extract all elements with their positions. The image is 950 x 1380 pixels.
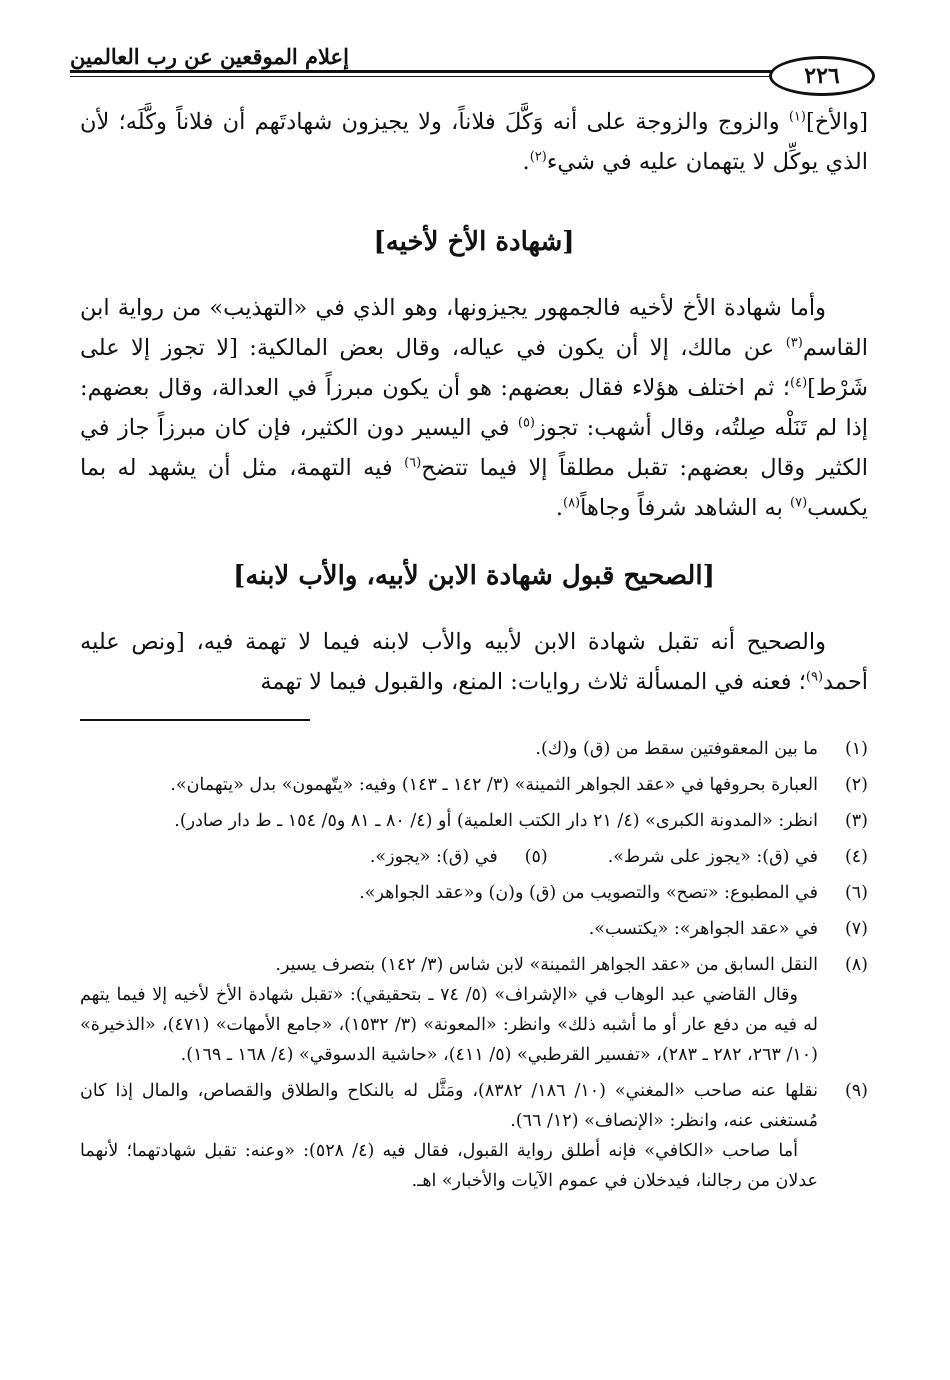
footnote-marker-9[interactable]: (٩)	[805, 669, 824, 685]
footnote-5	[370, 842, 548, 872]
paragraph-brothers-spouses	[80, 102, 868, 182]
header-rule-thin	[70, 76, 855, 77]
text-run: وأما شهادة الأخ لأخيه فالجمهور يجيزونها، وهو الذي في «التهذيب» من رواية ابن القاسم	[80, 295, 868, 361]
footnote-number: (٢)	[844, 775, 868, 795]
header-rule-thick	[70, 70, 855, 73]
text-run: في اليسير دون الكثير، فإن كان مبرزاً جاز في الكثير وقال بعضهم: تقبل مطلقاً إلا فيما تتضح	[80, 415, 868, 481]
footnote-text: العبارة بحروفها في «عقد الجواهر الثمينة» (٣/ ١٤٢ ـ ١٤٣) وفيه: «يتّهمون» بدل «يتهمان».	[170, 775, 818, 795]
section-heading-son-father-testimony: [الصحيح قبول شهادة الابن لأبيه، والأب لابنه]	[233, 561, 715, 591]
footnote-paragraph: النقل السابق من «عقد الجواهر الثمينة» لابن شاس (٣/ ١٤٢) بتصرف يسير.	[275, 955, 818, 975]
footnote-text	[80, 1076, 818, 1196]
footnote-text: في (ق): «يجوز».	[369, 847, 498, 867]
footnote-3	[80, 806, 868, 836]
running-title: إعلام الموقعين عن رب العالمين	[70, 44, 349, 69]
text-run: فيه التهمة، مثل أن يشهد له بما يكسب	[80, 455, 868, 521]
text-run: [والأخ]	[805, 109, 868, 135]
text-run: .	[555, 495, 563, 521]
main-text	[80, 102, 868, 702]
footnote-8	[80, 950, 868, 1070]
footnote-paragraph: أما صاحب «الكافي» فإنه أطلق رواية القبول، فقال فيه (٤/ ٥٢٨): «وعنه: تقبل شهادتهما؛ لأنهما عدلان من رجالنا، فيدخلان في عموم الآيات والأخبار» اهـ.	[80, 1141, 818, 1191]
footnote-separator	[80, 719, 310, 721]
footnote-paragraph: نقلها عنه صاحب «المغني» (١٠/ ١٨٦/ ٨٣٨٢)، ومَثَّل له بالنكاح والطلاق والقصاص، والمال إذا كان مُستغنى عنه، وانظر: «الإنصاف» (١٢/ ٦٦).	[80, 1081, 818, 1131]
footnote-7	[80, 914, 868, 944]
footnote-marker-6[interactable]: (٦)	[404, 455, 422, 471]
footnote-4	[608, 842, 868, 872]
section-heading-brother-testimony: [شهادة الأخ لأخيه]	[373, 227, 575, 257]
footnote-6	[80, 878, 868, 908]
footnotes	[80, 734, 868, 1202]
footnote-pair-4-5	[80, 842, 868, 878]
paragraph-son-father-testimony	[80, 622, 868, 702]
footnote-text	[80, 950, 818, 1070]
text-run: والزوج والزوجة على أنه وَكَّلَ فلاناً، ولا يجيزون شهادتَهم أن فلاناً وكَّلَه؛ لأن الذي يوكِّل لا يتهمان عليه في شيء	[80, 109, 868, 175]
footnote-number: (٧)	[844, 919, 868, 939]
footnote-number: (٦)	[844, 883, 868, 903]
footnote-number: (٤)	[844, 847, 868, 867]
footnote-number: (٨)	[844, 955, 868, 975]
footnote-marker-3[interactable]: (٣)	[785, 335, 803, 351]
paragraph-brother-testimony	[80, 288, 868, 528]
footnote-number: (١)	[844, 739, 868, 759]
text-run: والصحيح أنه تقبل شهادة الابن لأبيه والأب لابنه فيما لا تهمة فيه، [ونص عليه أحمد	[80, 629, 868, 695]
footnote-number: (٥)	[524, 847, 548, 867]
text-run: عن مالك، إلا أن يكون في عياله، وقال بعض المالكية: [لا تجوز إلا على شَرْط]	[80, 335, 868, 401]
text-run: ؛ ثم اختلف هؤلاء فقال بعضهم: هو أن يكون مبرزاً في العدالة، وقال بعضهم: إذا لم تَنَلْه صِلتُه، وقال أشهب: تجوز	[80, 375, 868, 441]
footnote-text: ما بين المعقوفتين سقط من (ق) و(ك).	[535, 739, 818, 759]
footnote-marker-8[interactable]: (٨)	[562, 495, 581, 511]
footnote-paragraph: وقال القاضي عبد الوهاب في «الإشراف» (٥/ ٧٤ ـ بتحقيقي): «تقبل شهادة الأخ لأخيه إلا فيما يتهم له فيه من دفع عار أو ما أشبه ذلك» وانظر: «المعونة» (٣/ ١٥٣٢)، «جامع الأمهات» (٤٧١)، «الذخيرة» (١٠/ ٢٦٣، ٢٨٢ ـ ٢٨٣)، «تفسير القرطبي» (٥/ ٤١١)، «حاشية الدسوقي» (٤/ ١٦٨ ـ ١٦٩).	[80, 985, 818, 1065]
footnote-1	[80, 734, 868, 764]
footnote-number: (٣)	[844, 811, 868, 831]
footnote-9	[80, 1076, 868, 1196]
page-number: ٢٢٦	[769, 56, 875, 96]
footnote-text: انظر: «المدونة الكبرى» (٤/ ٢١ دار الكتب العلمية) أو (٤/ ٨٠ ـ ٨١ و٥/ ١٥٤ ـ ط دار صادر).	[174, 811, 818, 831]
footnote-text: في (ق): «يجوز على شرط».	[607, 847, 818, 867]
footnote-marker-5[interactable]: (٥)	[517, 415, 535, 431]
running-header	[70, 44, 875, 102]
text-run: .	[522, 149, 530, 175]
footnote-2	[80, 770, 868, 800]
footnote-marker-7[interactable]: (٧)	[790, 495, 808, 511]
footnote-marker-1[interactable]: (١)	[788, 109, 806, 125]
footnote-text: في المطبوع: «تصح» والتصويب من (ق) و(ن) و«عقد الجواهر».	[359, 883, 818, 903]
text-run: ؛ فعنه في المسألة ثلاث روايات: المنع، والقبول فيما لا تهمة	[260, 669, 806, 695]
footnote-number: (٩)	[844, 1081, 868, 1101]
footnote-text: في «عقد الجواهر»: «يكتسب».	[588, 919, 818, 939]
text-run: به الشاهد شرفاً وجاهاً	[580, 495, 790, 521]
footnote-marker-4[interactable]: (٤)	[790, 375, 808, 391]
footnote-marker-2[interactable]: (٢)	[529, 149, 547, 165]
